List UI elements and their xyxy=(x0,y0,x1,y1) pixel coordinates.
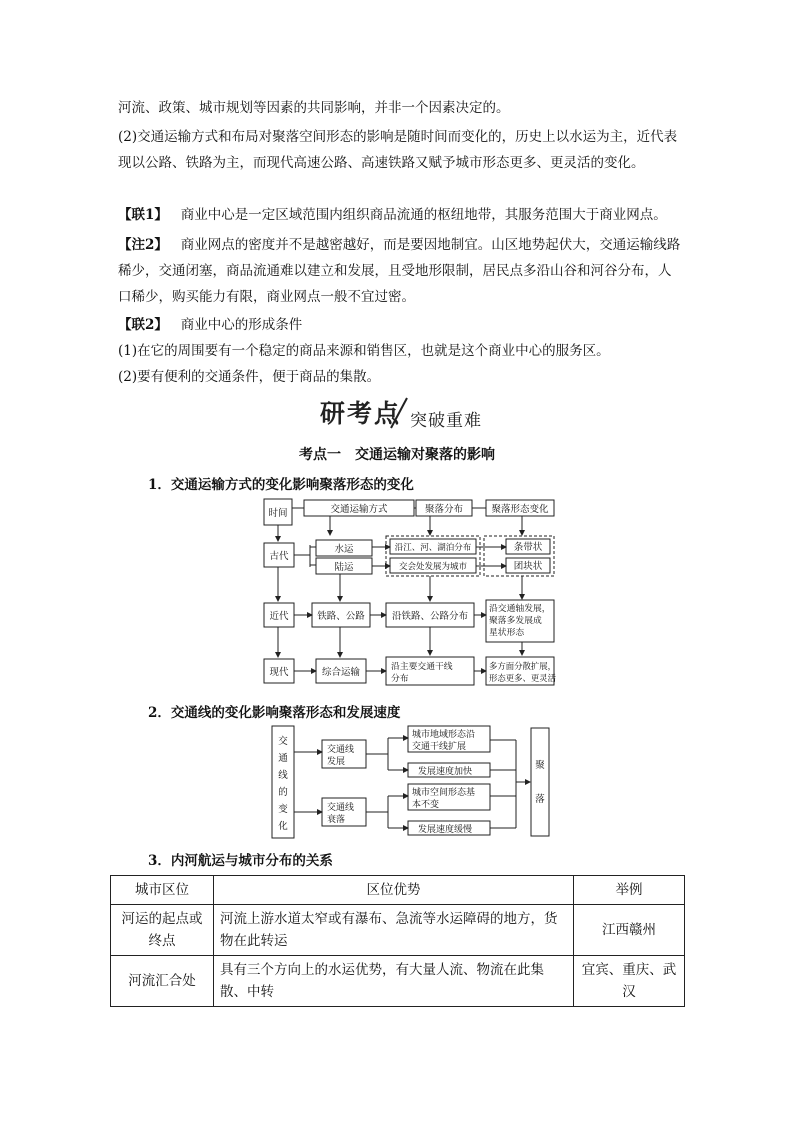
note-text: 商业中心是一定区域范围内组织商品流通的枢纽地带，其服务范围大于商业网点。 xyxy=(180,207,667,223)
note-tag: 【注2】 xyxy=(118,237,168,253)
note-text: 商业中心的形成条件 xyxy=(180,317,303,333)
r1-label-2: 交通干线扩展 xyxy=(412,742,467,752)
intro-line: 河流、政策、城市规划等因素的共同影响，并非一个因素决定的。 xyxy=(118,100,510,116)
decline-label-2: 衰落 xyxy=(327,815,346,825)
left-char: 交 xyxy=(278,736,288,747)
label-modern-form-2: 聚落多发展成 xyxy=(489,616,542,626)
label-modern-form-1: 沿交通轴发展， xyxy=(489,604,551,614)
transport-line-diagram xyxy=(270,722,555,842)
left-char: 的 xyxy=(278,787,288,798)
left-char: 变 xyxy=(278,804,288,815)
section-1-title: 1．交通运输方式的变化影响聚落形态的变化 xyxy=(148,477,414,493)
note-link-1 xyxy=(118,205,683,225)
label-modern-transport: 铁路、公路 xyxy=(317,611,365,622)
label-dist-junction: 交会处发展为城市 xyxy=(398,562,468,572)
intro-paragraph-2: (2)交通运输方式和布局对聚落空间形态的影响是随时间而变化的，历史上以水运为主，近代表现以公路、铁路为主，而现代高速公路、高速铁路又赋予城市形态更多、更灵活的变化。 xyxy=(118,129,678,171)
r4-label: 发展速度缓慢 xyxy=(418,825,473,835)
banner-subtitle: 突破重难 xyxy=(410,411,482,431)
cell-advantage: 具有三个方向上的水运优势，有大量人流、物流在此集散、中转 xyxy=(214,956,574,1007)
develop-label-2: 发展 xyxy=(327,757,346,767)
note-tag: 【联1】 xyxy=(118,207,168,223)
r3-label-2: 本不变 xyxy=(412,800,440,810)
transport-evolution-diagram xyxy=(260,495,560,690)
label-cluster: 团块状 xyxy=(513,561,543,572)
develop-label-1: 交通线 xyxy=(327,745,355,755)
cell-location: 河运的起点或终点 xyxy=(111,905,214,956)
left-char: 通 xyxy=(278,753,288,764)
condition-2: (2)要有便利的交通条件，便于商品的集散。 xyxy=(118,369,381,385)
cell-example: 宜宾、重庆、武汉 xyxy=(574,956,685,1007)
topic-title: 考点一 交通运输对聚落的影响 xyxy=(299,447,495,463)
label-distribution: 聚落分布 xyxy=(424,504,464,515)
settlement-box xyxy=(531,728,549,836)
label-form: 聚落形态变化 xyxy=(491,504,549,515)
label-contemporary: 现代 xyxy=(269,667,289,678)
section-3-title: 3．内河航运与城市分布的关系 xyxy=(148,853,333,869)
label-time: 时间 xyxy=(268,508,288,519)
note-link-2 xyxy=(118,315,683,335)
table-header-row xyxy=(111,876,685,905)
decline-label-1: 交通线 xyxy=(327,803,355,813)
column-header: 举例 xyxy=(574,876,685,905)
left-char: 线 xyxy=(278,770,288,781)
label-contemp-dist-1: 沿主要交通干线 xyxy=(391,662,453,672)
note-text: 商业网点的密度并不是越密越好，而是要因地制宜。山区地势起伏大，交通运输线路稀少，交通闭塞，商品流通难以建立和发展，且受地形限制，居民点多沿山谷和河谷分布，人口稀少，购买能力有限，商业网点一般不宜过密。 xyxy=(118,237,681,305)
table-row xyxy=(111,956,685,1007)
label-ancient: 古代 xyxy=(269,551,289,562)
label-contemp-form-1: 多方面分散扩展， xyxy=(489,661,556,671)
right-char: 落 xyxy=(535,794,545,805)
r1-label-1: 城市地域形态沿 xyxy=(412,730,476,740)
label-modern-dist: 沿铁路、公路分布 xyxy=(391,611,469,622)
label-contemp-form-2: 形态更多、更灵活 xyxy=(489,673,556,683)
label-strip: 条带状 xyxy=(513,542,543,553)
note-attention-2 xyxy=(118,232,683,310)
section-2-title: 2．交通线的变化影响聚落形态和发展速度 xyxy=(148,705,401,721)
column-header: 城市区位 xyxy=(111,876,214,905)
banner-title: 研考点 xyxy=(320,399,402,428)
cell-advantage: 河流上游水道太窄或有瀑布、急流等水运障碍的地方，货物在此转运 xyxy=(214,905,574,956)
label-contemp-transport: 综合运输 xyxy=(321,667,361,678)
left-char: 化 xyxy=(278,821,288,832)
label-modern: 近代 xyxy=(269,611,289,622)
r2-label: 发展速度加快 xyxy=(418,767,473,777)
column-header: 区位优势 xyxy=(214,876,574,905)
label-land: 陆运 xyxy=(334,562,354,573)
condition-1: (1)在它的周围要有一个稳定的商品来源和销售区，也就是这个商业中心的服务区。 xyxy=(118,343,610,359)
label-contemp-dist-2: 分布 xyxy=(391,674,409,684)
table-row xyxy=(111,905,685,956)
label-water: 水运 xyxy=(334,544,354,555)
label-dist-river: 沿江、河、湖泊分布 xyxy=(394,543,472,553)
label-transport: 交通运输方式 xyxy=(330,504,388,515)
section-banner xyxy=(318,392,518,432)
label-modern-form-3: 星状形态 xyxy=(489,628,525,638)
note-tag: 【联2】 xyxy=(118,317,168,333)
right-char: 聚 xyxy=(535,760,545,771)
cell-example: 江西赣州 xyxy=(574,905,685,956)
river-city-table xyxy=(110,875,685,1007)
cell-location: 河流汇合处 xyxy=(111,956,214,1007)
r3-label-1: 城市空间形态基 xyxy=(412,788,476,798)
